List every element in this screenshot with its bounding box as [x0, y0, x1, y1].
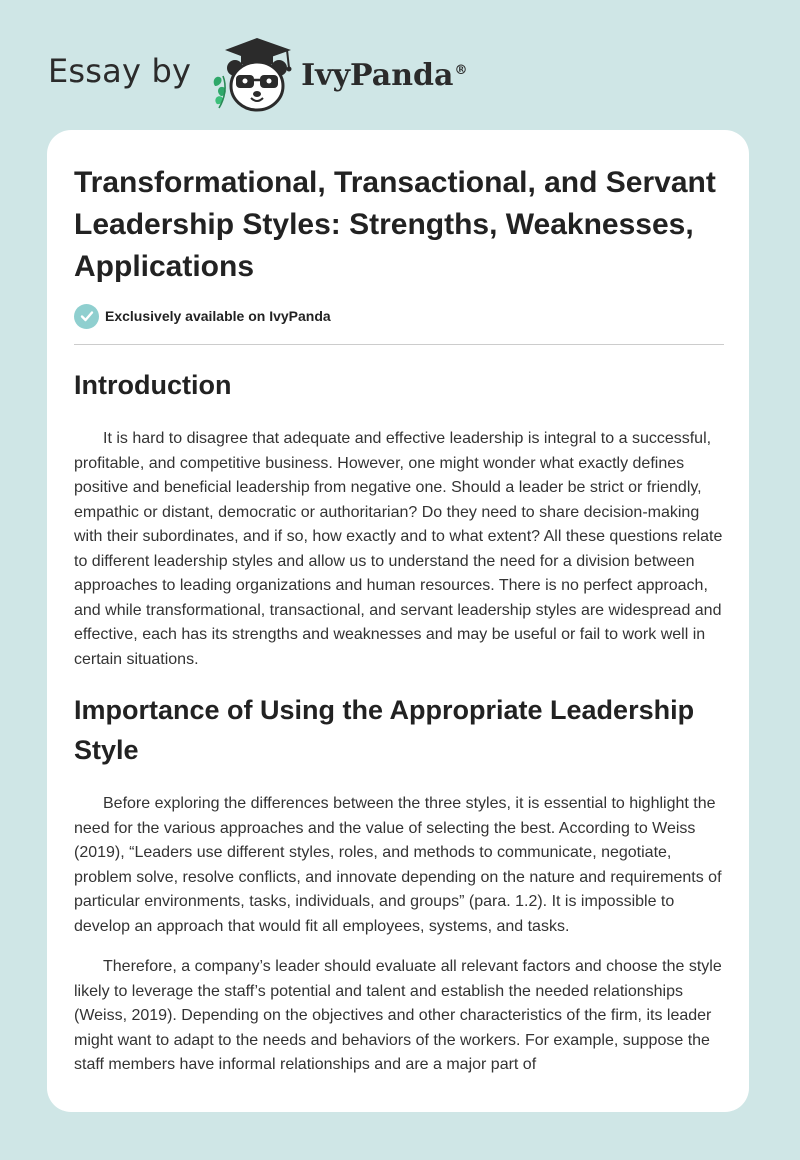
exclusive-badge [74, 302, 724, 330]
article-content [74, 162, 724, 1078]
check-circle-icon [74, 304, 99, 329]
brand-name [301, 58, 467, 93]
paragraph-introduction: It is hard to disagree that adequate and effective leadership is integral to a successful, profitable, and competitive business. However, one might wonder what exactly defines positive and beneficial leadership from negative one. Should a leader be strict or friendly, empathic or distant, democratic or authoritarian? Do they need to share decision-making with their subordinates, and if so, how exactly and to what extent? All these questions relate to different leadership styles and allow us to understand the need for a division between approaches to leading organizations and human resources. There is no perfect approach, and while transformational, transactional, and servant leadership styles are widespread and effective, each has its strengths and weaknesses and may be useful or fail to work well in certain situations. [74, 430, 723, 668]
brand-header [48, 34, 467, 114]
title-divider [74, 344, 724, 345]
section-heading-importance: Importance of Using the Appropriate Leadership Style [74, 695, 695, 765]
exclusive-label: Exclusively available on IvyPanda [105, 308, 331, 324]
paragraph-importance-2: Therefore, a company’s leader should evaluate all relevant factors and choose the style likely to leverage the staff’s potential and talent and establish the needed relationships (Weiss, 2019). Depending on the objectives and other characteristics of the firm, its leader might want to adapt to the needs and behaviors of the workers. For example, suppose the staff members have informal relationships and are a major part of [74, 958, 722, 1073]
registered-mark: ® [454, 62, 468, 78]
section-heading-introduction: Introduction [74, 370, 232, 400]
article-title: Transformational, Transactional, and Servant Leadership Styles: Strengths, Weaknesses, Applications [74, 166, 716, 283]
brand-name-text: IvyPanda [301, 57, 454, 93]
article-card [47, 130, 749, 1112]
panda-logo-icon [205, 34, 297, 114]
brand-prefix: Essay by [48, 52, 192, 90]
paragraph-importance-1: Before exploring the differences between the three styles, it is essential to highlight the need for the various approaches and the value of selecting the best. According to Weiss (2019), “Leaders use different styles, roles, and methods to communicate, negotiate, problem solve, resolve conflicts, and innovate depending on the nature and requirements of particular environments, tasks, individuals, and groups” (para. 1.2). It is impossible to develop an approach that would fit all employees, systems, and tasks. [74, 795, 722, 935]
